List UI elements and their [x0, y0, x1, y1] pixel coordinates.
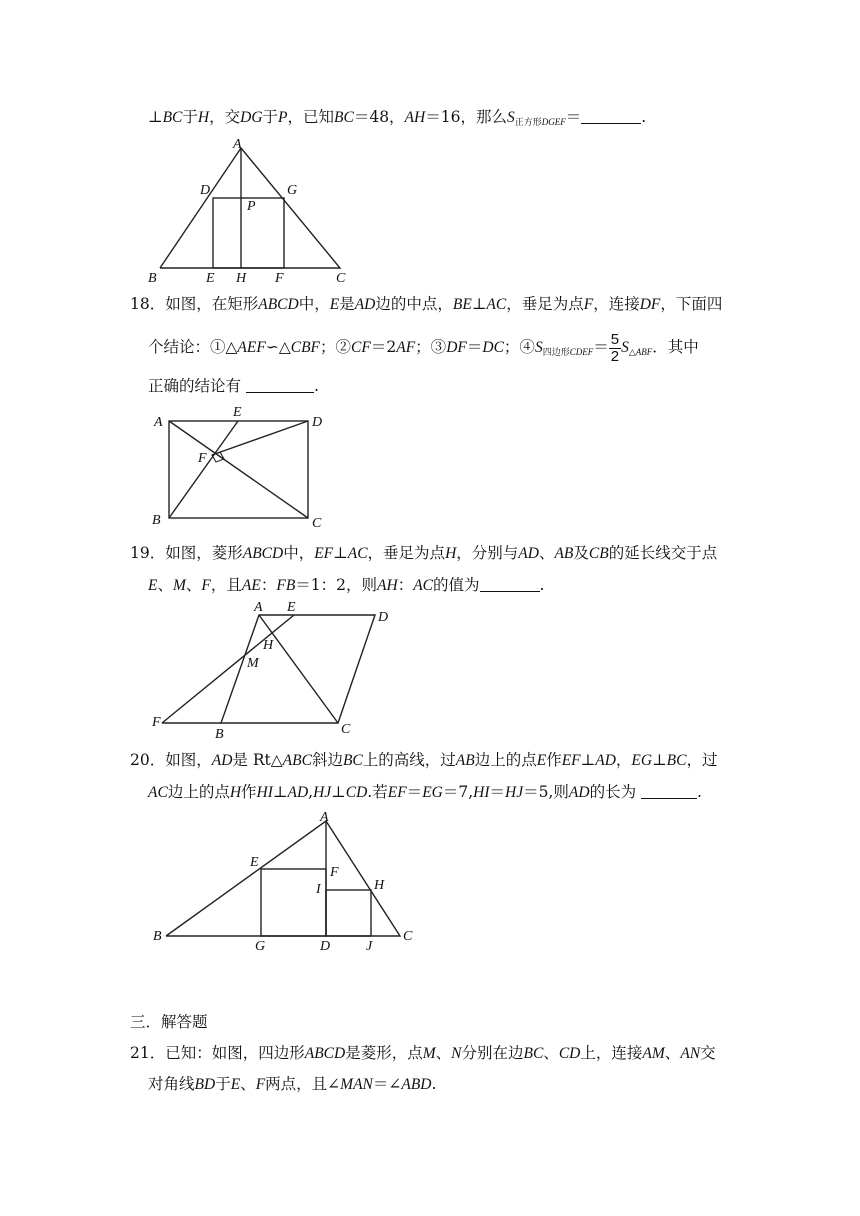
- fig17-label-p: P: [247, 199, 256, 214]
- fraction-5-2: $\frac{5}{2}$: [610, 330, 620, 365]
- fig20-label-e: E: [250, 855, 259, 870]
- fig20-label-a: A: [320, 810, 329, 825]
- fig20-label-c: C: [403, 929, 413, 944]
- fig17-label-b: B: [148, 271, 157, 286]
- q20-text-line-2: AC边上的点H作HI⊥AD,HJ⊥CD.若EF＝EG＝7,HI＝HJ＝5,则AD的长为 .: [148, 783, 702, 801]
- fig17-label-h: H: [236, 271, 247, 286]
- q17-text-line: ⊥BC于H，交DG于P，已知BC＝48，AH＝16，那么$S_{正方形DGEF}=$ .: [148, 108, 647, 128]
- fig19-label-d: D: [378, 610, 389, 625]
- fig20-label-g: G: [255, 939, 266, 954]
- fig17-label-g: G: [287, 183, 298, 198]
- fig19-label-a: A: [254, 600, 263, 615]
- fig19-label-m: M: [247, 656, 259, 671]
- fig19-label-e: E: [287, 600, 296, 615]
- fig17-label-d: D: [200, 183, 211, 198]
- fig17-label-e: E: [206, 271, 215, 286]
- q18-text-line-2: 个结论：①△AEF∽△CBF；②CF＝2AF；③DF＝DC；$④S_{四边形CDEF}=$ $\frac{5}{2}$ $S_{\triangle ABF}$．其中: [148, 330, 699, 365]
- fig18-label-b: B: [152, 513, 161, 528]
- fig18-label-e: E: [233, 405, 242, 420]
- fig18-label-c: C: [312, 516, 322, 531]
- q20-text-line-1: 20．如图，AD是 Rt△ABC斜边BC上的高线，过AB边上的点E作EF⊥AD，EG⊥BC，过: [130, 751, 718, 769]
- q21-text-line-2: 对角线BD于E、F两点，且∠MAN＝∠ABD.: [148, 1075, 437, 1093]
- section-heading: 三．解答题: [130, 1013, 208, 1031]
- fig20-label-f: F: [330, 865, 339, 880]
- q19-text-line-2: E、M、F，且AE：FB＝1：2，则AH：AC的值为 .: [148, 576, 545, 594]
- fig19-label-f: F: [152, 715, 161, 730]
- fig20-label-b: B: [153, 929, 162, 944]
- q18-text-line-3: 正确的结论有 .: [148, 377, 319, 395]
- fig17-label-a: A: [233, 137, 242, 152]
- fig20-label-d: D: [320, 939, 331, 954]
- fig19-label-b: B: [215, 727, 224, 742]
- q19-text-line-1: 19．如图，菱形ABCD中，EF⊥AC，垂足为点H，分别与AD、AB及CB的延长线交于点: [130, 544, 718, 562]
- fig17-label-f: F: [275, 271, 284, 286]
- fig18-label-a: A: [154, 415, 163, 430]
- fig18-label-f: F: [198, 451, 207, 466]
- fig17-label-c: C: [336, 271, 346, 286]
- q21-text-line-1: 21．已知：如图，四边形ABCD是菱形，点M、N分别在边BC、CD上，连接AM、AN交: [130, 1044, 716, 1062]
- fig20-label-j: J: [366, 939, 373, 954]
- fig19-label-h: H: [263, 638, 274, 653]
- q18-text-line-1: 18．如图，在矩形ABCD中，E是AD边的中点，BE⊥AC，垂足为点F，连接DF，下面四: [130, 295, 723, 313]
- fig20-label-i: I: [316, 882, 321, 897]
- fig20-label-h: H: [374, 878, 385, 893]
- fig18-label-d: D: [312, 415, 323, 430]
- fig19-label-c: C: [341, 722, 351, 737]
